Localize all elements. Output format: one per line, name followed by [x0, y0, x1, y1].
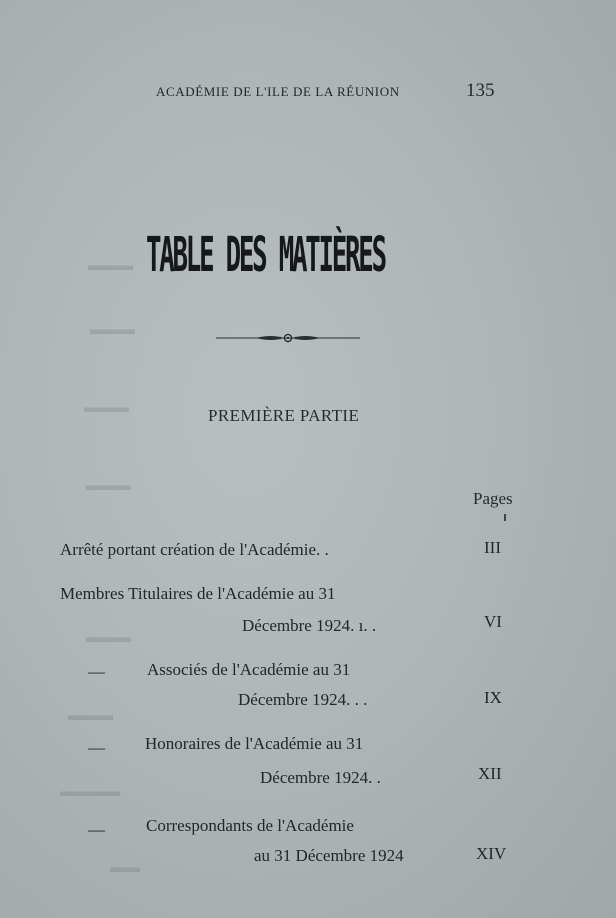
show-through-mark: ▬▬▬▬ [60, 784, 120, 800]
toc-entry-text: au 31 Décembre 1924 [254, 846, 404, 865]
pages-column-heading: Pages [473, 489, 513, 508]
show-through-mark: ▬▬▬ [90, 322, 135, 338]
show-through-mark: ▬▬▬ [88, 258, 133, 274]
toc-entry-text: Arrêté portant création de l'Académie. . [60, 540, 329, 559]
ditto-dash: — [88, 738, 105, 757]
column-tick-mark [504, 514, 506, 521]
toc-entry-page: III [484, 538, 501, 557]
toc-entry-text: Honoraires de l'Académie au 31 [145, 734, 364, 753]
toc-entry-text: Correspondants de l'Académie [146, 816, 354, 835]
ditto-dash: — [88, 820, 105, 839]
toc-entry-page: XII [478, 764, 502, 783]
toc-entry-text: Membres Titulaires de l'Académie au 31 [60, 584, 336, 603]
section-heading: PREMIÈRE PARTIE [208, 406, 360, 425]
toc-entry-text: Décembre 1924. . . [238, 690, 368, 709]
show-through-mark: ▬▬▬ [86, 478, 131, 494]
toc-entry-text: Associés de l'Académie au 31 [147, 660, 351, 679]
page-title: TABLE DES MATIÈRES [146, 226, 385, 283]
show-through-mark: ▬▬▬ [84, 400, 129, 416]
show-through-mark: ▬▬▬ [68, 708, 113, 724]
ditto-dash: — [88, 662, 105, 681]
page-number: 135 [466, 80, 495, 101]
toc-entry-page: VI [484, 612, 502, 631]
running-head: ACADÉMIE DE L'ILE DE LA RÉUNION [156, 84, 400, 99]
ornament-rule-icon [216, 331, 360, 345]
toc-entry-page: IX [484, 688, 502, 707]
toc-entry-page: XIV [476, 844, 507, 863]
toc-entry-text: Décembre 1924. ı. . [242, 616, 377, 635]
show-through-mark: ▬▬ [110, 860, 140, 876]
toc-entry-text: Décembre 1924. . [260, 768, 381, 787]
show-through-mark: ▬▬▬ [86, 630, 131, 646]
